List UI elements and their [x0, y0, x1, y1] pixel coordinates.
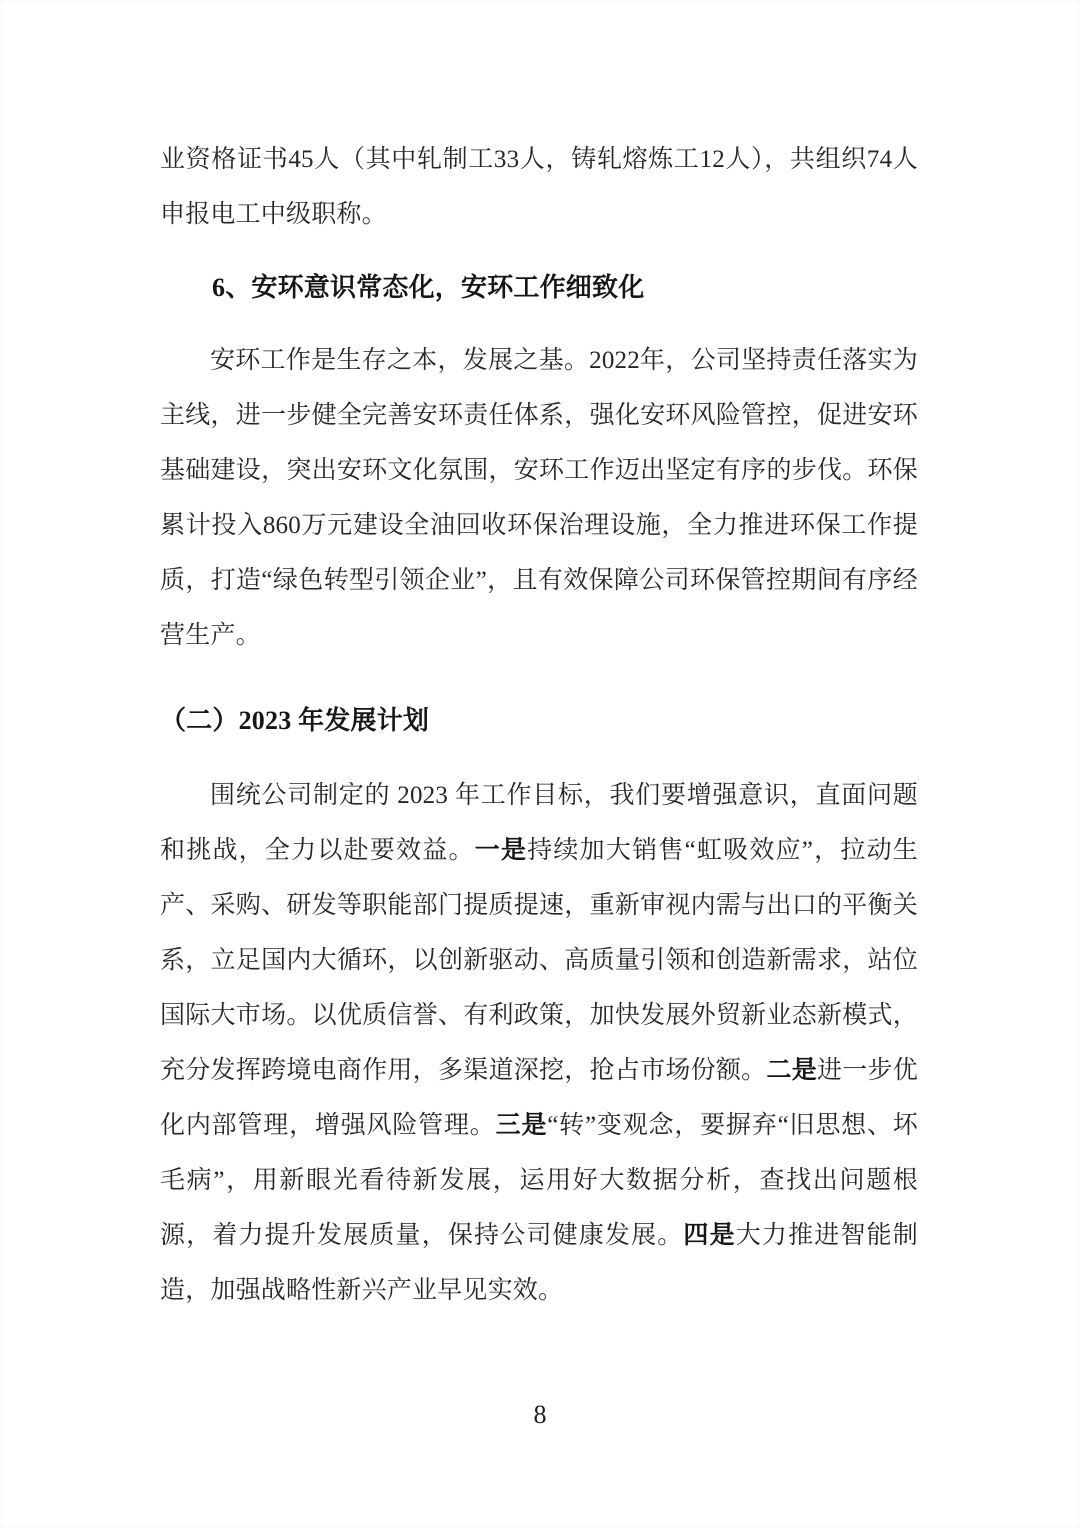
text-run: 大力推进智能制造，加强战略性新兴产业早见实效。: [160, 1222, 918, 1304]
emphasis-text-run: 一是: [474, 837, 528, 864]
page-number: 8: [533, 1400, 547, 1429]
paragraph-safety-environment-2022: [160, 333, 918, 663]
text-run: 围统公司制定的 2023 年工作目标，我们要增强意识，直面问题和挑战，全力以赴要效益。: [160, 782, 918, 864]
text-run: 进一步优化内部管理，增强风险管理。: [160, 1057, 918, 1139]
text-run: 业资格证书45人（其中轧制工33人，铸轧熔炼工12人），共组织74人申报电工中级职称。: [160, 146, 918, 228]
emphasis-text-run: 四是: [683, 1222, 736, 1249]
heading-2023-development-plan: [160, 693, 918, 748]
text-run: 持续加大销售“虹吸效应”，拉动生产、采购、研发等职能部门提质提速，重新审视内需与出口的平衡关系，立足国内大循环，以创新驱动、高质量引领和创造新需求，站位国际大市场。以优质信誉、有利政策，加快发展外贸新业态新模式，充分发挥跨境电商作用，多渠道深挖，抢占市场份额。: [160, 837, 919, 1084]
text-run: 安环工作是生存之本，发展之基。2022年，公司坚持责任落实为主线，进一步健全完善安环责任体系，强化安环风险管控，促进安环基础建设，突出安环文化氛围，安环工作迈出坚定有序的步伐。环保累计投入860万元建设全油回收环保治理设施，全力推进环保工作提质，打造“绿色转型引领企业”，且有效保障公司环保管控期间有序经营生产。: [160, 347, 918, 649]
emphasis-text-run: （二）2023 年发展计划: [160, 706, 430, 735]
document-body: [160, 132, 918, 1318]
paragraph-certificates-continuation: [160, 132, 918, 242]
emphasis-text-run: 三是: [495, 1112, 548, 1139]
emphasis-text-run: 6、安环意识常态化，安环工作细致化: [212, 273, 645, 302]
heading-section-6-safety-environment: [160, 260, 918, 315]
paragraph-2023-development-plan: [160, 768, 918, 1318]
page-footer: [0, 1400, 1080, 1430]
emphasis-text-run: 二是: [766, 1057, 817, 1084]
text-run: “转”变观念，要摒弃“旧思想、坏毛病”，用新眼光看待新发展，运用好大数据分析，查找出问题根源，着力提升发展质量，保持公司健康发展。: [160, 1112, 918, 1249]
